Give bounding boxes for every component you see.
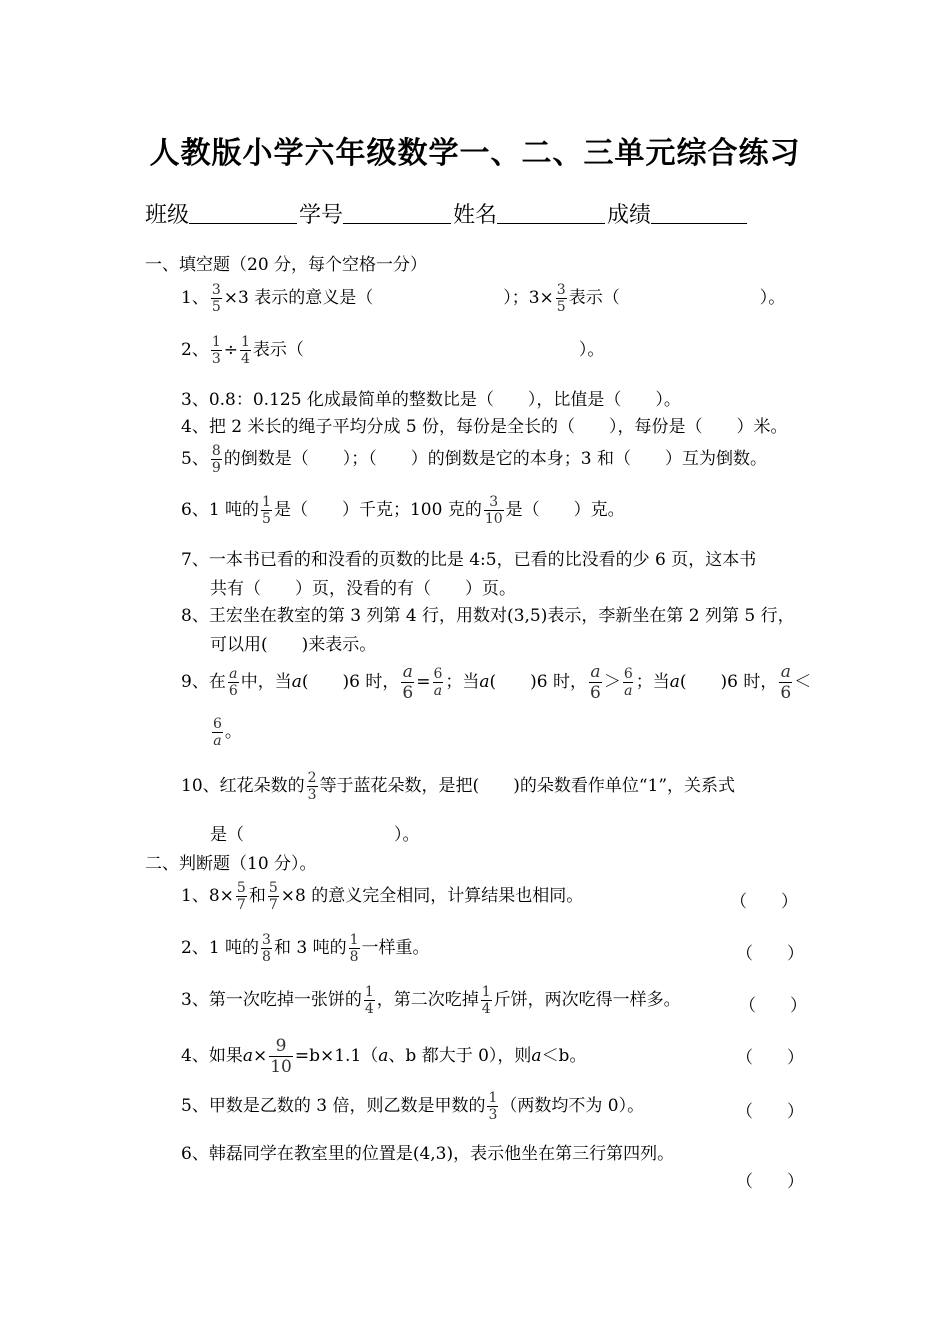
judgment-3-answer-paren[interactable]: （ ）: [739, 996, 807, 1016]
judgment-5: 5、甲数是乙数的 3 倍，则乙数是甲数的 $\frac{1}{3}$ （两数均不为 0）。: [181, 1090, 645, 1123]
question-3: 3、0.8：0.125 化成最简单的整数比是（ ），比值是（ ）。: [181, 390, 681, 410]
question-9: 9、在 $\frac{a}{6}$ 中，当a( )6 时， $\frac{a}{6}$ = $\frac{6}{a}$ ；当a( )6 时， $\frac{a}{6}$ ＞ $\frac{6}{a}$ ；当a( )6 时， $\frac{a}{6}$ ＜: [181, 662, 812, 703]
judgment-6-answer-paren[interactable]: （ ）: [736, 1172, 804, 1192]
score-blank[interactable]: [651, 201, 747, 224]
question-5: 5、 $\frac{8}{9}$ 的倒数是（ ）；（ ）的倒数是它的本身；3 和（ ）互为倒数。: [181, 443, 767, 476]
score-label: 成绩: [607, 203, 652, 228]
question-10: 10、红花朵数的 $\frac{2}{3}$ 等于蓝花朵数，是把( )的朵数看作单位“1”，关系式: [181, 770, 736, 803]
question-10-continued: 是（ ）。: [210, 825, 420, 845]
judgment-2-answer-paren[interactable]: （ ）: [736, 944, 804, 964]
name-label: 姓名: [453, 203, 498, 228]
section-true-false-heading: 二、判断题（10 分）。: [145, 854, 317, 874]
name-blank[interactable]: [497, 201, 605, 224]
question-9-continued: $\frac{6}{a}$ 。: [213, 716, 242, 749]
judgment-1: 1、8× $\frac{5}{7}$ 和 $\frac{5}{7}$ ×8 的意义完全相同，计算结果也相同。: [181, 880, 584, 913]
class-blank[interactable]: [189, 201, 297, 224]
number-label: 学号: [299, 203, 344, 228]
page-title: 人教版小学六年级数学一、二、三单元综合练习: [149, 136, 801, 171]
question-7-line-1: 7、一本书已看的和没看的页数的比是 4:5，已看的比没看的少 6 页，这本书: [181, 550, 757, 570]
number-blank[interactable]: [343, 201, 451, 224]
judgment-6: 6、韩磊同学在教室里的位置是(4,3)，表示他坐在第三行第四列。: [181, 1144, 675, 1164]
judgment-1-answer-paren[interactable]: （ ）: [730, 892, 798, 912]
judgment-2: 2、1 吨的 $\frac{3}{8}$ 和 3 吨的 $\frac{1}{8}$ 一样重。: [181, 932, 430, 965]
question-1: 1、 $\frac{3}{5}$ ×3 表示的意义是（ ）；3× $\frac{3}{5}$ 表示（ ）。: [181, 282, 786, 315]
question-4: 4、把 2 米长的绳子平均分成 5 份，每份是全长的（ ），每份是（ ）米。: [181, 417, 788, 437]
judgment-4: 4、如果a× $\frac{9}{10}$ =b×1.1（a、b 都大于 0），则a＜b。: [181, 1036, 587, 1077]
question-8-line-2: 可以用( )来表示。: [210, 635, 377, 655]
judgment-5-answer-paren[interactable]: （ ）: [736, 1102, 804, 1122]
section-fill-in-heading: 一、填空题（20 分，每个空格一分）: [145, 255, 428, 275]
question-7-line-2: 共有（ ）页，没看的有（ ）页。: [210, 579, 516, 599]
judgment-4-answer-paren[interactable]: （ ）: [736, 1048, 804, 1068]
question-2: 2、 $\frac{1}{3}$ ÷ $\frac{1}{4}$ 表示（ ）。: [181, 334, 605, 367]
student-info-line: [145, 198, 749, 229]
judgment-3: 3、第一次吃掉一张饼的 $\frac{1}{4}$ ，第二次吃掉 $\frac{1}{4}$ 斤饼，两次吃得一样多。: [181, 984, 681, 1017]
question-6: 6、1 吨的 $\frac{1}{5}$ 是（ ）千克；100 克的 $\frac{3}{10}$ 是（ ）克。: [181, 494, 625, 527]
class-label: 班级: [145, 203, 190, 228]
question-8-line-1: 8、王宏坐在教室的第 3 列第 4 行，用数对(3,5)表示，李新坐在第 2 列第 5 行，: [181, 606, 795, 626]
